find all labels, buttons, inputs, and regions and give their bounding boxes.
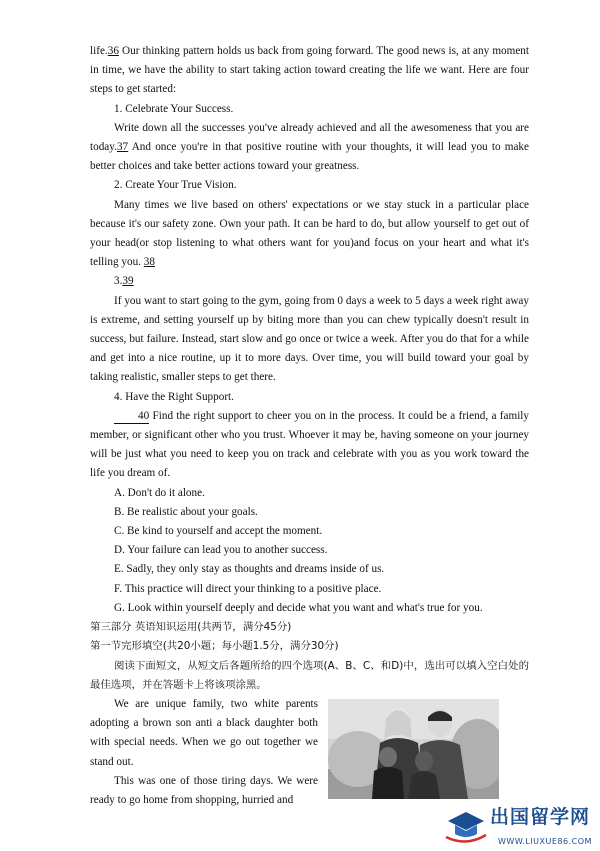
- section1-title: 第一节完形填空(共20小题；每小题1.5分，满分30分): [90, 640, 339, 653]
- option-b: B. Be realistic about your goals.: [114, 505, 258, 518]
- cloze-instructions: 阅读下面短文，从短文后各题所给的四个选项(A、B、C、和D)中，选出可以填入空白处的最佳选项，并在答题卡上将该项涂黑。: [90, 659, 529, 691]
- paragraph-step2: Many times we live based on others' expectations or we stay stuck in a particular place because it's our safety zone. Own your path. It can be hard to do, but allow yourself to get out of your head(or stop listening to what others want for you)and focus on your heart and what it's telling you. 38: [90, 198, 529, 269]
- logo-url: WWW.LIUXUE86.COM: [498, 837, 592, 846]
- paragraph-intro: life.36 Our thinking pattern holds us back from going forward. The good news is, at any moment in time, we have the ability to start taking action toward creating the life we want. Here are four steps to get started:: [90, 45, 529, 96]
- blank-38: 38: [143, 256, 155, 269]
- mortarboard-logo-icon: [444, 807, 488, 843]
- step2-title: 2. Create Your True Vision.: [114, 179, 237, 192]
- blank-36: 36: [107, 45, 119, 57]
- family-photo: [328, 699, 499, 799]
- paragraph-step1: Write down all the successes you've already achieved and all the awesomeness that you are today.37 And once you're in that positive routine with your thoughts, it will lead you to make better choices and take better actions toward your greatness.: [90, 121, 529, 173]
- story-paragraph-1: We are unique family, two white parents adopting a brown son anti a black daughter both with special needs. When we go out together we stand out.: [90, 697, 318, 768]
- blank-39: 39: [122, 275, 134, 288]
- blank-40: 40: [114, 410, 149, 424]
- story-paragraph-2: This was one of those tiring days. We were ready to go home from shopping, hurried and: [90, 774, 318, 806]
- option-f: F. This practice will direct your thinking to a positive place.: [114, 582, 382, 595]
- step1-title: 1. Celebrate Your Success.: [114, 102, 234, 115]
- option-d: D. Your failure can lead you to another success.: [114, 544, 328, 557]
- option-e: E. Sadly, they only stay as thoughts and dreams inside of us.: [114, 563, 385, 576]
- document-page: [90, 42, 529, 815]
- step3-title: 3.39: [114, 275, 134, 288]
- story-text: [90, 695, 318, 810]
- logo-name: 出国留学网: [490, 806, 591, 828]
- options-list: [90, 484, 529, 618]
- paragraph-step3: If you want to start going to the gym, going from 0 days a week to 5 days a week right away is extreme, and setting yourself up by biting more than you can chew typically doesn't result in success, but failure. Instead, start slow and go once or twice a week. After you do that for a while and get into a nice routine, up it to more days. Over time, you will build toward your goal by taking realistic, smaller steps to get there.: [90, 294, 529, 384]
- option-c: C. Be kind to yourself and accept the moment.: [114, 525, 323, 538]
- blank-37: 37: [116, 141, 129, 154]
- option-g: G. Look within yourself deeply and decide what you want and what's true for you.: [114, 601, 483, 614]
- family-photo-image: [328, 699, 499, 799]
- option-a: A. Don't do it alone.: [114, 486, 205, 499]
- part3-title: 第三部分 英语知识运用(共两节，满分45分): [90, 621, 292, 634]
- paragraph-step4: 40 Find the right support to cheer you on in the process. It could be a friend, a family member, or significant other who you trust. Whoever it may be, having someone on your journey will be just what you need to keep you on track and celebrate with you as you work toward the life you dream of.: [90, 409, 529, 480]
- story-section: [90, 695, 529, 815]
- site-logo: [444, 806, 594, 844]
- step4-title: 4. Have the Right Support.: [114, 390, 234, 403]
